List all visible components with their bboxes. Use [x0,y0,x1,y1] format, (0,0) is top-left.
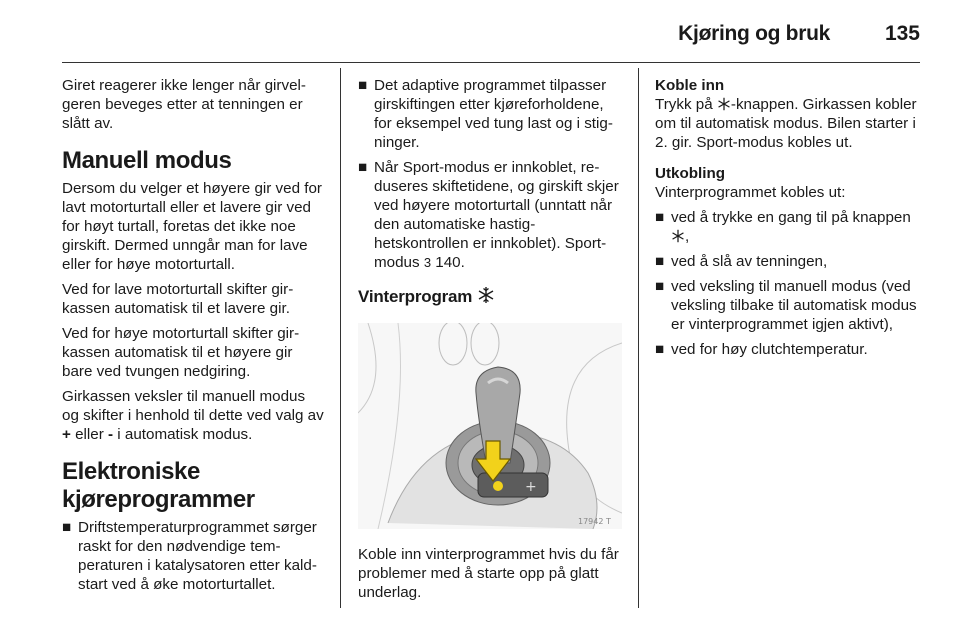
manual-paragraph: Girkassen veksler til manuell modus og skifter i henhold til dette ved valg av + eller - i automatisk modus. [62,388,324,443]
column-2 [358,76,624,608]
section-title: Kjøring og bruk [678,22,830,45]
winter-paragraph: Koble inn vinterprogrammet hvis du får problemer med å starte opp på glatt underlag. [358,546,619,601]
list-item: ■ Når Sport-modus er innkoblet, reduseres skiftetidene, og girskift skjer ved høyere motorturtall (unntatt når den automatiske hastighetskontrollen er innkoblet). Sport-modus 3 140. [358,159,619,271]
gear-selector-illustration [358,323,622,529]
list-item: ■ ved for høy clutchtemperatur. [655,341,868,358]
list-item: ■ Det adaptive programmet tilpasser girskiftingen etter kjøreforholdene, for eksempel ved tung last og i stigninger. [358,77,613,151]
manual-paragraph: Dersom du velger et høyere gir ved for lavt motorturtall eller et lavere gir ved for høyt turtall, foretas det ikke noe girskift. Dermed unngår man for lave eller for høye motorturtall. [62,180,322,273]
disengage-paragraph: Vinterprogrammet kobles ut: [655,184,846,201]
manual-paragraph: Ved for lave motorturtall skifter girkassen automatisk til et lavere gir. [62,281,294,317]
column-divider [638,68,639,608]
list-item: ■ ved å trykke en gang til på knappen , [655,209,911,245]
manual-mode-heading: Manuell modus [62,147,232,174]
winter-program-heading: Vinterprogram [358,286,624,307]
column-3 [655,76,923,365]
disengage-heading: Utkobling [655,165,726,182]
list-item: ■ ved veksling til manuell modus (ved veksling tilbake til automatisk modus er vinterprogrammet igjen aktivt), [655,278,917,333]
column-1 [62,76,326,600]
list-item: ■ ved å slå av tenningen, [655,253,828,270]
intro-paragraph: Giret reagerer ikke lenger når girvelgeren beveges etter at tenningen er slått av. [62,77,306,132]
svg-text:+: + [525,479,537,495]
page-reference-arrow-icon: 3 [423,255,432,270]
electronic-programs-heading: Elektroniske kjøreprogrammer [62,458,255,513]
engage-paragraph: Trykk på -knappen. Girkassen kobler om til automatisk modus. Bilen starter i 2. gir. Sport-modus kobles ut. [655,96,917,151]
snowflake-icon [477,286,495,304]
page-number: 135 [884,22,920,45]
column-divider [340,68,341,608]
snowflake-icon [671,229,685,243]
list-item: ■ Driftstemperaturprogrammet sørger raskt for den nødvendige temperaturen i katalysatoren etter kaldstart ved å øke motorturtallet. [62,519,317,593]
page-header [62,18,920,63]
snowflake-icon [717,97,731,111]
figure-code: 17942 T [578,517,611,526]
manual-paragraph: Ved for høye motorturtall skifter girkassen automatisk til et høyere gir bare ved tvungen nedgiring. [62,325,300,380]
engage-heading: Koble inn [655,77,725,94]
